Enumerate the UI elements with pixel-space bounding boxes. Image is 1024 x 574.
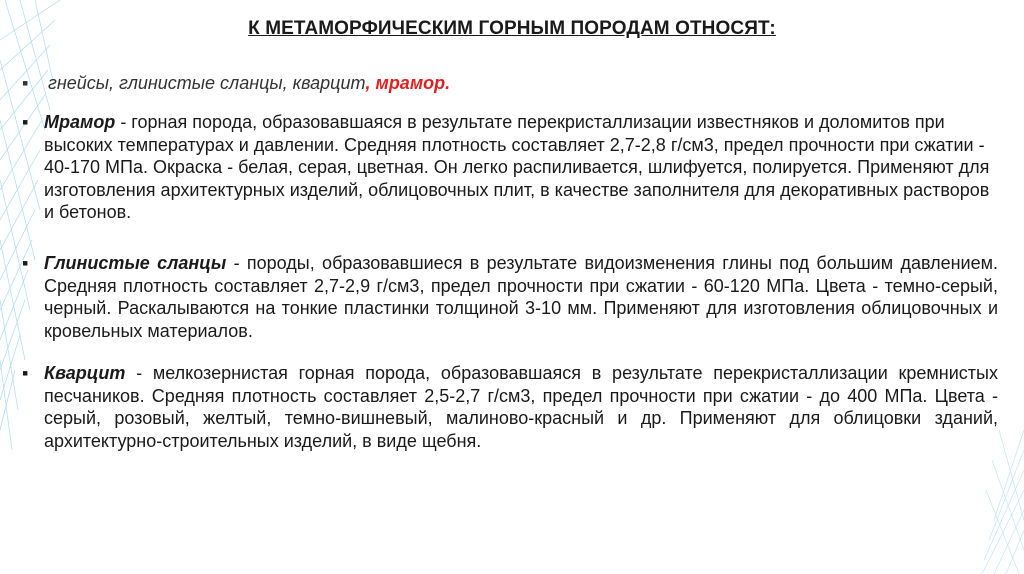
- intro-highlight: мрамор: [370, 73, 446, 93]
- term-clay-slate: Глинистые сланцы: [44, 253, 227, 273]
- paragraph-marble: [22, 111, 998, 224]
- paragraph-quartzite: [22, 362, 998, 452]
- intro-rocks: гнейсы, глинистые сланцы, кварцит: [48, 73, 366, 93]
- bullet-icon: ▪: [22, 363, 29, 383]
- intro-text: [48, 73, 450, 93]
- intro-list-item: [22, 73, 982, 94]
- term-quartzite: Кварцит: [44, 363, 126, 383]
- bullet-icon: ▪: [22, 112, 29, 132]
- paragraph-text: - породы, образовавшиеся в результате видоизменения глины под большим давлением. Средняя плотность составляет 2,7-2,9 г/см3, предел прочности при сжатии - 60-120 МПа. Цвета - темно-серый, черный. Раскалываются на тонкие пластинки толщиной 3-10 мм. Применяют для изготовления облицовочных и кровельных материалов.: [44, 253, 998, 341]
- bullet-icon: ▪: [22, 73, 29, 93]
- term-marble: Мрамор: [44, 112, 116, 132]
- bullet-icon: ▪: [22, 253, 29, 273]
- paragraph-text: - горная порода, образовавшаяся в результате перекристаллизации известняков и доломитов при высоких температурах и давлении. Средняя плотность составляет 2,7-2,8 г/см3, предел прочности при сжатии - 40-170 МПа. Окраска - белая, серая, цветная. Он легко распиливается, шлифуется, полируется. Применяют для изготовления архитектурных изделий, облицовочных плит, в качестве заполнителя для декоративных растворов и бетонов.: [44, 112, 990, 222]
- paragraph-text: - мелкозернистая горная порода, образовавшаяся в результате перекристаллизации кремнистых песчаников. Средняя плотность составляет 2,5-2,7 г/см3, предел прочности при сжатии - до 400 МПа. Цвета - серый, розовый, желтый, темно-вишневый, малиново-красный и др. Применяют для облицовки зданий, архитектурно-строительных изделий, в виде щебня.: [44, 363, 998, 451]
- intro-comma: ,: [365, 73, 371, 93]
- paragraph-clay-slate: [22, 252, 998, 342]
- slide-title: К МЕТАМОРФИЧЕСКИМ ГОРНЫМ ПОРОДАМ ОТНОСЯТ:: [248, 18, 776, 39]
- intro-period: .: [445, 73, 451, 93]
